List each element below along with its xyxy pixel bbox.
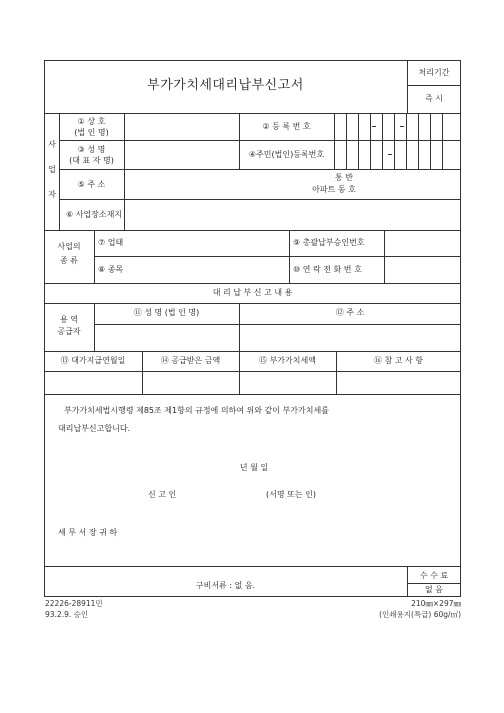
date-line: 년 월 일: [239, 463, 269, 472]
paper-type: (인쇄용지(특급) 60g/㎡): [379, 610, 461, 619]
dash: [372, 126, 376, 127]
border-bottom: [44, 596, 461, 597]
field-approval-number-label: ⑨ 총괄납부승인번호: [293, 238, 365, 247]
address-line-2: 아파트 동 호: [312, 185, 356, 194]
form-number: 22226-28911민: [45, 599, 103, 608]
digit-box-divider: [418, 113, 419, 140]
digit-box-divider: [370, 140, 371, 169]
dash: [400, 126, 404, 127]
divider: [94, 324, 461, 325]
declaration-line-1: 부가가치세법시행령 제85조 제1항의 규정에 의하여 위와 같이 부가가치세를: [64, 406, 329, 415]
divider: [94, 256, 461, 257]
digit-box-divider: [346, 140, 347, 169]
divider: [44, 303, 461, 304]
divider: [44, 230, 461, 231]
digit-box-divider: [430, 140, 431, 169]
digit-box-divider: [406, 140, 407, 169]
digit-box-divider: [382, 113, 383, 140]
service-supplier-label-2: 공급자: [57, 327, 81, 336]
business-type-label-2: 종 류: [60, 256, 78, 265]
divider: [44, 351, 461, 352]
digit-box-divider: [406, 113, 407, 140]
field-supplier-name-label: ⑪ 성 명 (법 인 명): [133, 308, 200, 317]
business-type-label: 사업의: [57, 242, 81, 251]
digit-box-divider: [358, 113, 359, 140]
divider: [44, 113, 461, 114]
field-trade-name-sub: (법 인 명): [74, 128, 109, 137]
digit-box-divider: [394, 140, 395, 169]
divider: [44, 394, 461, 395]
digit-box-divider: [442, 113, 443, 140]
digit-box-divider: [394, 113, 395, 140]
business-label-char: 사: [48, 140, 56, 149]
signature-label: (서명 또는 인): [266, 490, 316, 499]
service-supplier-label: 용 역: [60, 315, 78, 324]
digit-box-divider: [382, 140, 383, 169]
divider: [44, 371, 461, 372]
dash: [388, 154, 392, 155]
processing-period-label: 처리기간: [418, 68, 450, 77]
field-address-label: ⑤ 주 소: [77, 180, 106, 189]
paper-size: 210㎜×297㎜: [411, 599, 461, 608]
declaration-line-2: 대리납부신고합니다.: [58, 424, 131, 433]
field-vat-amount-label: ⑮ 부가가치세액: [259, 356, 316, 365]
digit-box-divider: [418, 140, 419, 169]
divider: [124, 113, 125, 169]
border-top: [44, 60, 461, 61]
addressee: 세 무 서 장 귀 하: [58, 528, 118, 537]
field-representative-sub: (대 표 자 명): [69, 156, 114, 165]
digit-box-divider: [358, 140, 359, 169]
processing-period-value: 즉 시: [425, 94, 443, 103]
field-representative-label: ③ 성 명: [77, 145, 106, 154]
business-label-char: 업: [48, 165, 56, 174]
field-supply-amount-label: ⑭ 공급받은 금액: [160, 356, 221, 365]
field-business-item-label: ⑧ 종목: [98, 265, 124, 274]
divider: [59, 169, 461, 170]
divider: [44, 566, 461, 567]
address-line-1: 통 반: [335, 173, 353, 182]
field-business-condition-label: ⑦ 업태: [98, 238, 124, 247]
digit-box-divider: [346, 113, 347, 140]
field-resident-number-label: ④주민(법인)등록번호: [248, 150, 325, 159]
field-payment-date-label: ⑬ 대가지급연월일: [60, 356, 126, 365]
field-phone-label: ⑩ 연 락 전 화 번 호: [293, 265, 362, 274]
divider: [407, 583, 461, 584]
approval-date: 93.2.9. 승인: [45, 610, 89, 619]
divider: [59, 140, 461, 141]
form-title: 부가가치세대리납부신고서: [147, 78, 304, 93]
digit-box-divider: [370, 113, 371, 140]
field-registration-number-label: ② 등 록 번 호: [262, 122, 311, 131]
field-trade-name-label: ① 상 호: [77, 117, 106, 126]
divider: [44, 283, 461, 284]
field-business-location-label: ⑥ 사업장소재지: [66, 210, 123, 219]
digit-box-divider: [430, 113, 431, 140]
divider: [124, 169, 125, 230]
field-supplier-address-label: ⑫ 주 소: [335, 308, 365, 317]
divider: [334, 113, 335, 169]
fee-value: 없 음: [425, 585, 443, 594]
divider: [59, 199, 461, 200]
required-documents: 구비서류 : 없 음.: [195, 581, 256, 590]
fee-label: 수 수 료: [419, 571, 449, 580]
field-remarks-label: ⑯ 참 고 사 항: [373, 356, 424, 365]
divider: [407, 85, 461, 86]
business-label-char: 자: [48, 190, 56, 199]
section-header: 대 리 납 부 신 고 내 용: [212, 288, 293, 297]
digit-box-divider: [442, 140, 443, 169]
tax-report-form: [44, 60, 461, 597]
reporter-label: 신 고 인: [148, 490, 177, 499]
